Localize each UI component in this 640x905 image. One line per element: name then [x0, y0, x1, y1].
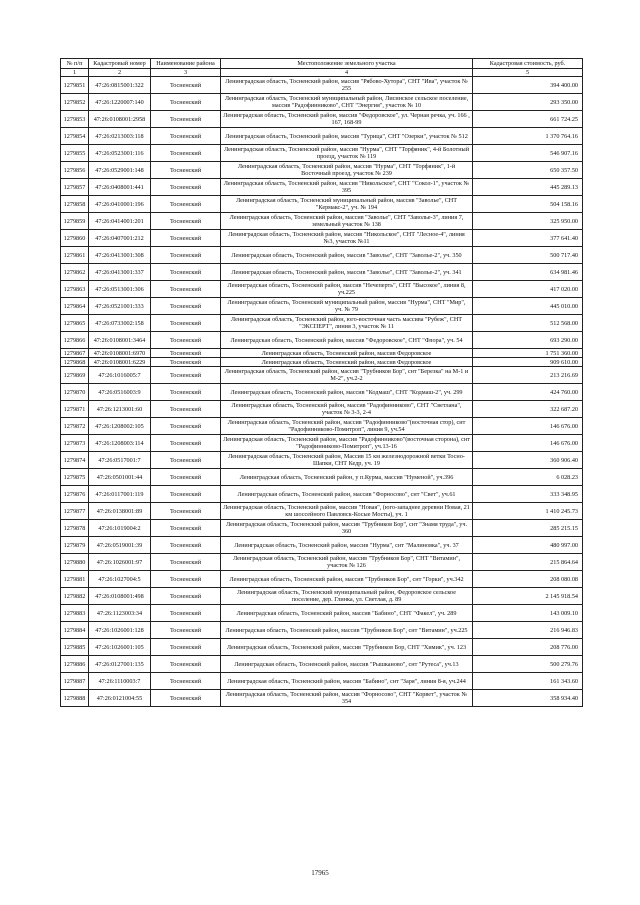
cadastral-value: 394 400.00 [473, 77, 583, 94]
table-row [61, 349, 583, 358]
table-row [61, 213, 583, 230]
table-row [61, 111, 583, 128]
row-number: 1279877 [61, 503, 89, 520]
cadastral-value: 146 676.00 [473, 418, 583, 435]
cadastral-number: 47:26:0108001:6970 [89, 349, 151, 358]
cadastral-value: 143 009.10 [473, 605, 583, 622]
location-text: Ленинградская область, Тосненский район, массив "Турица", СНТ "Озерки", участок № 512 [221, 128, 473, 145]
district-name: Тосненский [151, 315, 221, 332]
cadastral-number: 47:26:0108001:3464 [89, 332, 151, 349]
district-name: Тосненский [151, 571, 221, 588]
row-number: 1279865 [61, 315, 89, 332]
column-number: 2 [89, 69, 151, 77]
district-name: Тосненский [151, 128, 221, 145]
table-row [61, 230, 583, 247]
header-cadastral-number: Кадастровый номер [89, 59, 151, 69]
cadastral-value: 208 080.08 [473, 571, 583, 588]
location-text: Ленинградская область, Тосненский муниципальный район, массив "Нурма", СНТ "Мир", уч. № 79 [221, 298, 473, 315]
row-number: 1279859 [61, 213, 89, 230]
cadastral-number: 47:26:0108001:498 [89, 588, 151, 605]
table-row [61, 367, 583, 384]
cadastral-value: 213 216.69 [473, 367, 583, 384]
table-row [61, 401, 583, 418]
table-row [61, 690, 583, 707]
table-row [61, 571, 583, 588]
cadastral-value: 322 687.20 [473, 401, 583, 418]
table-header-row [61, 59, 583, 69]
district-name: Тосненский [151, 349, 221, 358]
cadastral-number: 47:26:0108001:2958 [89, 111, 151, 128]
cadastral-value: 424 760.00 [473, 384, 583, 401]
table-row [61, 281, 583, 298]
district-name: Тосненский [151, 213, 221, 230]
district-name: Тосненский [151, 384, 221, 401]
district-name: Тосненский [151, 622, 221, 639]
table-row [61, 315, 583, 332]
location-text: Ленинградская область, Тосненский район, массив "Нечеперть", СНТ "Высокое", линия 8, уч.225 [221, 281, 473, 298]
location-text: Ленинградская область, Тосненский район, массив "Заволье", СНТ "Заволье-2", уч. 350 [221, 247, 473, 264]
row-number: 1279866 [61, 332, 89, 349]
cadastral-value: 650 357.50 [473, 162, 583, 179]
cadastral-number: 47:26:0213003:118 [89, 128, 151, 145]
location-text: Ленинградская область, Тосненский район, массив "Форносово", СНТ "Корвет", участок № 354 [221, 690, 473, 707]
table-row [61, 503, 583, 520]
cadastral-number: 47:26:0501001:44 [89, 469, 151, 486]
location-text: Ленинградская область, Тосненский район, массив "Трубников Бор, СНТ "Химик", уч. 123 [221, 639, 473, 656]
location-text: Ленинградская область, Тосненский район, массив "Кодмаш", СНТ "Кодмаш-2", уч. 299 [221, 384, 473, 401]
cadastral-number: 47:26:0519001:39 [89, 537, 151, 554]
location-text: Ленинградская область, Тосненский район, массив "Трубников Бор", снт "Знамя труда", уч. 360 [221, 520, 473, 537]
cadastral-number: 47:26:1026001:128 [89, 622, 151, 639]
row-number: 1279862 [61, 264, 89, 281]
column-number-row [61, 69, 583, 77]
cadastral-value: 480 997.00 [473, 537, 583, 554]
table-row [61, 298, 583, 315]
table-row [61, 179, 583, 196]
location-text: Ленинградская область, Тосненский район, массив "Трубников Бор", СНТ "Витамин", участок № 126 [221, 554, 473, 571]
district-name: Тосненский [151, 111, 221, 128]
cadastral-value: 1 751 360.00 [473, 349, 583, 358]
cadastral-number: 47:26:0408001:441 [89, 179, 151, 196]
cadastral-number: 47:26:1220007:140 [89, 94, 151, 111]
table-row [61, 128, 583, 145]
cadastral-value: 360 906.40 [473, 452, 583, 469]
row-number: 1279871 [61, 401, 89, 418]
location-text: Ленинградская область, Тосненский район, массив "Рябово-Хутора", СНТ "Ива", участок № 255 [221, 77, 473, 94]
row-number: 1279888 [61, 690, 89, 707]
location-text: Ленинградская область, Тосненский район, у п.Курма, массив "Нуменой", уч.396 [221, 469, 473, 486]
table-row [61, 520, 583, 537]
location-text: Ленинградская область, Тосненский район, Массив 15 км железнодорожной ветки Тосно-Шапки, СНТ Кедр, уч. 19 [221, 452, 473, 469]
district-name: Тосненский [151, 605, 221, 622]
cadastral-value: 377 641.40 [473, 230, 583, 247]
cadastral-number: 47:26:0117001:119 [89, 486, 151, 503]
table-row [61, 537, 583, 554]
cadastral-number: 47:26:0523001:116 [89, 145, 151, 162]
row-number: 1279861 [61, 247, 89, 264]
row-number: 1279876 [61, 486, 89, 503]
row-number: 1279851 [61, 77, 89, 94]
table-row [61, 622, 583, 639]
cadastral-number: 47:26:0733002:158 [89, 315, 151, 332]
cadastral-number: 47:26:0513001:306 [89, 281, 151, 298]
row-number: 1279854 [61, 128, 89, 145]
row-number: 1279885 [61, 639, 89, 656]
cadastral-number: 47:26:1123003:34 [89, 605, 151, 622]
table-row [61, 418, 583, 435]
row-number: 1279869 [61, 367, 89, 384]
district-name: Тосненский [151, 639, 221, 656]
cadastral-value: 445 289.13 [473, 179, 583, 196]
location-text: Ленинградская область, Тосненский район, массив "Трубников Бор", снт "Витамин", уч.225 [221, 622, 473, 639]
cadastral-number: 47:26:0108001:6229 [89, 358, 151, 367]
district-name: Тосненский [151, 281, 221, 298]
district-name: Тосненский [151, 588, 221, 605]
cadastral-value: 6 028.23 [473, 469, 583, 486]
cadastral-value: 293 350.00 [473, 94, 583, 111]
row-number: 1279860 [61, 230, 89, 247]
cadastral-number: 47:26:0413001:308 [89, 247, 151, 264]
table-row [61, 435, 583, 452]
district-name: Тосненский [151, 332, 221, 349]
row-number: 1279857 [61, 179, 89, 196]
row-number: 1279887 [61, 673, 89, 690]
row-number: 1279879 [61, 537, 89, 554]
district-name: Тосненский [151, 358, 221, 367]
table-row [61, 77, 583, 94]
row-number: 1279853 [61, 111, 89, 128]
district-name: Тосненский [151, 77, 221, 94]
cadastral-value: 661 724.25 [473, 111, 583, 128]
district-name: Тосненский [151, 537, 221, 554]
row-number: 1279882 [61, 588, 89, 605]
district-name: Тосненский [151, 656, 221, 673]
table-row [61, 145, 583, 162]
row-number: 1279855 [61, 145, 89, 162]
location-text: Ленинградская область, Тосненский район, массив "Форносово", снт "Свет", уч.61 [221, 486, 473, 503]
cadastral-value: 1 370 764.16 [473, 128, 583, 145]
table-row [61, 452, 583, 469]
district-name: Тосненский [151, 554, 221, 571]
cadastral-value: 146 676.00 [473, 435, 583, 452]
cadastral-number: 47:26:0516003:9 [89, 384, 151, 401]
table-row [61, 656, 583, 673]
cadastral-number: 47:26:0410001:196 [89, 196, 151, 213]
cadastral-value: 215 864.64 [473, 554, 583, 571]
table-row [61, 247, 583, 264]
table-row [61, 264, 583, 281]
cadastral-value-table [60, 58, 583, 707]
table-row [61, 94, 583, 111]
header-row-number: № п/п [61, 59, 89, 69]
cadastral-value: 358 934.40 [473, 690, 583, 707]
column-number: 3 [151, 69, 221, 77]
cadastral-value: 417 020.00 [473, 281, 583, 298]
cadastral-value: 500 717.40 [473, 247, 583, 264]
cadastral-table-sheet [60, 58, 582, 707]
cadastral-value: 216 946.83 [473, 622, 583, 639]
column-number: 1 [61, 69, 89, 77]
cadastral-number: 47:26:1208003:114 [89, 435, 151, 452]
row-number: 1279867 [61, 349, 89, 358]
location-text: Ленинградская область, Тосненский район, массив "Нурма", СНТ "Торфяник", 4-й Болотный проезд, участок № 119 [221, 145, 473, 162]
location-text: Ленинградская область, Тосненский район, массив "Новая", (юго-западнее деревни Новая, 21 км шоссейного Павловск-Косые Мосты), уч. 1 [221, 503, 473, 520]
cadastral-value: 546 907.16 [473, 145, 583, 162]
row-number: 1279870 [61, 384, 89, 401]
table-row [61, 332, 583, 349]
cadastral-value: 500 279.76 [473, 656, 583, 673]
cadastral-value: 285 215.15 [473, 520, 583, 537]
district-name: Тосненский [151, 418, 221, 435]
row-number: 1279872 [61, 418, 89, 435]
cadastral-value: 445 010.00 [473, 298, 583, 315]
location-text: Ленинградская область, Тосненский район, массив "Бабино", СНТ "Факел", уч. 289 [221, 605, 473, 622]
header-location: Местоположение земельного участка [221, 59, 473, 69]
district-name: Тосненский [151, 230, 221, 247]
location-text: Ленинградская область, Тосненский район, массив "Трубников Бор", снт "Горки", уч.342 [221, 571, 473, 588]
table-row [61, 486, 583, 503]
cadastral-number: 47:26:0121004:55 [89, 690, 151, 707]
cadastral-value: 634 981.46 [473, 264, 583, 281]
row-number: 1279873 [61, 435, 89, 452]
location-text: Ленинградская область, Тосненский район, массив "Рышканово", снт "Рутеса", уч.13 [221, 656, 473, 673]
location-text: Ленинградская область, Тосненский муниципальный район, Федоровское сельское поселение, дер. Глинка, ул. Светлая, д. 89 [221, 588, 473, 605]
cadastral-number: 47:26:0517001:7 [89, 452, 151, 469]
page-number: 17965 [311, 869, 329, 877]
location-text: Ленинградская область, Тосненский район, массив Федоровское [221, 349, 473, 358]
row-number: 1279878 [61, 520, 89, 537]
row-number: 1279852 [61, 94, 89, 111]
table-row [61, 554, 583, 571]
location-text: Ленинградская область, Тосненский район, массив "Нурма", снт "Малиновка", уч. 37 [221, 537, 473, 554]
district-name: Тосненский [151, 469, 221, 486]
header-district: Наименование района [151, 59, 221, 69]
cadastral-value: 909 610.00 [473, 358, 583, 367]
district-name: Тосненский [151, 452, 221, 469]
location-text: Ленинградская область, Тосненский район, массив Федоровское [221, 358, 473, 367]
row-number: 1279874 [61, 452, 89, 469]
district-name: Тосненский [151, 690, 221, 707]
district-name: Тосненский [151, 401, 221, 418]
cadastral-value: 333 348.95 [473, 486, 583, 503]
district-name: Тосненский [151, 298, 221, 315]
table-row [61, 673, 583, 690]
cadastral-number: 47:26:1027004:5 [89, 571, 151, 588]
cadastral-number: 47:26:0815001:322 [89, 77, 151, 94]
cadastral-number: 47:26:0414001:201 [89, 213, 151, 230]
cadastral-number: 47:26:1026001:105 [89, 639, 151, 656]
district-name: Тосненский [151, 196, 221, 213]
column-number: 4 [221, 69, 473, 77]
district-name: Тосненский [151, 247, 221, 264]
cadastral-value: 2 145 918.54 [473, 588, 583, 605]
location-text: Ленинградская область, Тосненский район, массив "Радофинниково"(восточная стор), снт "Радофинниково-Помитроп", линия 9, уч.54 [221, 418, 473, 435]
row-number: 1279863 [61, 281, 89, 298]
district-name: Тосненский [151, 367, 221, 384]
row-number: 1279880 [61, 554, 89, 571]
row-number: 1279875 [61, 469, 89, 486]
location-text: Ленинградская область, Тосненский район, массив "Радофинниково", СНТ "Светлана", участок № 3-3, 2-4 [221, 401, 473, 418]
location-text: Ленинградская область, Тосненский район, массив "Федоровское", СНТ "Флора", уч. 54 [221, 332, 473, 349]
cadastral-value: 512 568.00 [473, 315, 583, 332]
cadastral-value: 504 158.16 [473, 196, 583, 213]
location-text: Ленинградская область, Тосненский муниципальный район, массив "Заволье", СНТ "Кермакс-2", уч. № 194 [221, 196, 473, 213]
row-number: 1279868 [61, 358, 89, 367]
table-row [61, 358, 583, 367]
table-row [61, 384, 583, 401]
location-text: Ленинградская область, Тосненский район, массив "Заволье", СНТ "Заволье-2", уч. 341 [221, 264, 473, 281]
cadastral-number: 47:26:1110003:7 [89, 673, 151, 690]
cadastral-value: 1 410 245.73 [473, 503, 583, 520]
location-text: Ленинградская область, Тосненский район, массив "Радофинниково"(восточная сторона), снт "Радофинниково-Помитроп", уч.13-16 [221, 435, 473, 452]
district-name: Тосненский [151, 145, 221, 162]
cadastral-number: 47:26:1213001:60 [89, 401, 151, 418]
row-number: 1279858 [61, 196, 89, 213]
row-number: 1279856 [61, 162, 89, 179]
row-number: 1279886 [61, 656, 89, 673]
table-row [61, 639, 583, 656]
cadastral-value: 693 290.00 [473, 332, 583, 349]
location-text: Ленинградская область, Тосненский район, массив "Заволье", СНТ "Заволье-3", линия 7, земельный участок № 138 [221, 213, 473, 230]
district-name: Тосненский [151, 179, 221, 196]
cadastral-value: 161 343.60 [473, 673, 583, 690]
row-number: 1279883 [61, 605, 89, 622]
cadastral-number: 47:26:1019004:2 [89, 520, 151, 537]
district-name: Тосненский [151, 162, 221, 179]
cadastral-value: 208 776.00 [473, 639, 583, 656]
cadastral-number: 47:26:0138001:89 [89, 503, 151, 520]
cadastral-number: 47:26:1026001:97 [89, 554, 151, 571]
district-name: Тосненский [151, 503, 221, 520]
district-name: Тосненский [151, 435, 221, 452]
table-row [61, 162, 583, 179]
table-row [61, 588, 583, 605]
row-number: 1279881 [61, 571, 89, 588]
location-text: Ленинградская область, Тосненский район, массив "Трубников Бор", снт "Березка" на М-1 и М-2", уч.2-2 [221, 367, 473, 384]
district-name: Тосненский [151, 94, 221, 111]
district-name: Тосненский [151, 486, 221, 503]
district-name: Тосненский [151, 673, 221, 690]
table-row [61, 605, 583, 622]
cadastral-number: 47:26:0529001:148 [89, 162, 151, 179]
column-number: 5 [473, 69, 583, 77]
cadastral-number: 47:26:0521001:333 [89, 298, 151, 315]
location-text: Ленинградская область, Тосненский район, массив "Никольское", СНТ "Сокол-1", участок № 395 [221, 179, 473, 196]
location-text: Ленинградская область, Тосненский муниципальный район, Лисинское сельское поселение, массив "Радофинниково", СНТ "Энергия", участок № 10 [221, 94, 473, 111]
cadastral-number: 47:26:0407001:212 [89, 230, 151, 247]
cadastral-number: 47:26:0127001:135 [89, 656, 151, 673]
cadastral-number: 47:26:1016005:7 [89, 367, 151, 384]
cadastral-number: 47:26:1208002:105 [89, 418, 151, 435]
location-text: Ленинградская область, Тосненский район, массив "Никольское", СНТ "Лесное-4", линия №3, участок №11 [221, 230, 473, 247]
district-name: Тосненский [151, 520, 221, 537]
cadastral-number: 47:26:0413001:337 [89, 264, 151, 281]
table-body [61, 77, 583, 707]
cadastral-value: 325 950.00 [473, 213, 583, 230]
table-row [61, 196, 583, 213]
location-text: Ленинградская область, Тосненский район, массив "Нурма", СНТ "Торфяник", 1-й Восточный проезд, участок № 239 [221, 162, 473, 179]
location-text: Ленинградская область, Тосненский район, массив "Бабино", снт "Заря", линия 8-я, уч.244 [221, 673, 473, 690]
location-text: Ленинградская область, Тосненский район, массив "Федоровское", ул. Черная речка, уч. 166 , 167, 168-99 [221, 111, 473, 128]
location-text: Ленинградская область, Тосненский район, юго-восточная часть массива "Рубеж", СНТ "ЭКСПЕРТ", линия 3, участок № 11 [221, 315, 473, 332]
row-number: 1279864 [61, 298, 89, 315]
header-cadastral-value: Кадастровая стоимость, руб. [473, 59, 583, 69]
district-name: Тосненский [151, 264, 221, 281]
table-row [61, 469, 583, 486]
row-number: 1279884 [61, 622, 89, 639]
